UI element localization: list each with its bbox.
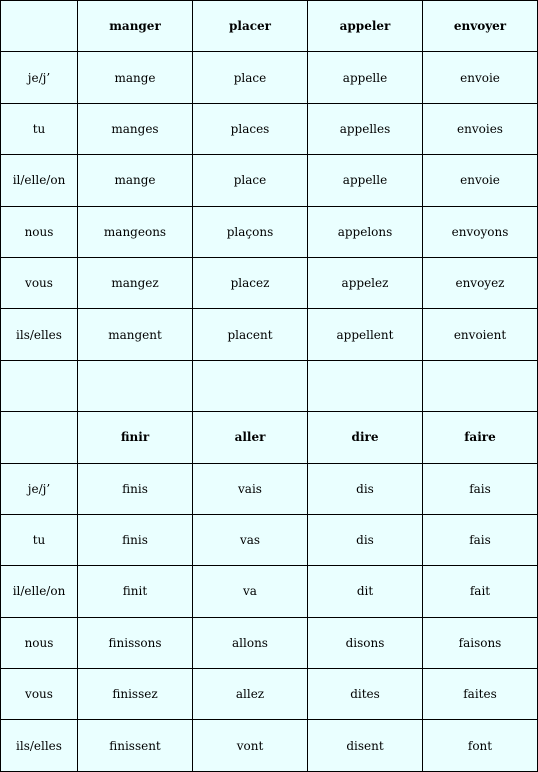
verb-header: manger: [78, 1, 193, 52]
verb-header: dire: [308, 412, 423, 463]
verb-header: appeler: [308, 1, 423, 52]
conjugation-cell: appelez: [308, 258, 423, 309]
verb-header: envoyer: [423, 1, 538, 52]
conjugation-cell: place: [193, 52, 308, 103]
empty-row: [1, 361, 538, 412]
conjugation-cell: envoie: [423, 52, 538, 103]
conjugation-cell: mangez: [78, 258, 193, 309]
pronoun-cell: je/j’: [1, 464, 78, 515]
verb-header-row-2: [1, 412, 538, 463]
conjugation-cell: faisons: [423, 618, 538, 669]
conjugation-cell: vont: [193, 720, 308, 772]
table-row: [1, 155, 538, 206]
conjugation-cell: mangeons: [78, 207, 193, 258]
table-row: [1, 618, 538, 669]
conjugation-cell: mange: [78, 52, 193, 103]
conjugation-cell: faites: [423, 669, 538, 720]
conjugation-cell: appelle: [308, 52, 423, 103]
table-row: [1, 566, 538, 617]
conjugation-cell: appelle: [308, 155, 423, 206]
conjugation-cell: plaçons: [193, 207, 308, 258]
conjugation-cell: appelles: [308, 104, 423, 155]
table-row: [1, 104, 538, 155]
conjugation-cell: fais: [423, 464, 538, 515]
table-row: [1, 52, 538, 103]
conjugation-cell: placent: [193, 309, 308, 360]
empty-cell: [1, 361, 78, 412]
conjugation-cell: dis: [308, 515, 423, 566]
conjugation-cell: fait: [423, 566, 538, 617]
conjugation-cell: disons: [308, 618, 423, 669]
pronoun-cell: je/j’: [1, 52, 78, 103]
empty-cell: [193, 361, 308, 412]
conjugation-cell: finissent: [78, 720, 193, 772]
verb-header: aller: [193, 412, 308, 463]
pronoun-cell: nous: [1, 618, 78, 669]
verb-header: placer: [193, 1, 308, 52]
conjugation-cell: envoyons: [423, 207, 538, 258]
pronoun-cell: tu: [1, 515, 78, 566]
conjugation-cell: font: [423, 720, 538, 772]
pronoun-cell: ils/elles: [1, 720, 78, 772]
conjugation-cell: finissons: [78, 618, 193, 669]
verb-header: finir: [78, 412, 193, 463]
conjugation-cell: envoies: [423, 104, 538, 155]
pronoun-cell: vous: [1, 669, 78, 720]
conjugation-cell: manges: [78, 104, 193, 155]
table-row: [1, 464, 538, 515]
conjugation-cell: dit: [308, 566, 423, 617]
table-row: [1, 669, 538, 720]
empty-cell: [423, 361, 538, 412]
conjugation-cell: envoyez: [423, 258, 538, 309]
conjugation-cell: places: [193, 104, 308, 155]
conjugation-cell: vas: [193, 515, 308, 566]
pronoun-cell: il/elle/on: [1, 155, 78, 206]
conjugation-cell: vais: [193, 464, 308, 515]
verb-header-row-1: [1, 1, 538, 52]
corner-cell: [1, 1, 78, 52]
conjugation-cell: envoient: [423, 309, 538, 360]
conjugation-cell: fais: [423, 515, 538, 566]
pronoun-cell: tu: [1, 104, 78, 155]
conjugation-cell: allons: [193, 618, 308, 669]
conjugation-cell: placez: [193, 258, 308, 309]
table-row: [1, 309, 538, 360]
conjugation-cell: finissez: [78, 669, 193, 720]
corner-cell: [1, 412, 78, 463]
conjugation-cell: appelons: [308, 207, 423, 258]
conjugation-cell: finis: [78, 464, 193, 515]
conjugation-cell: mangent: [78, 309, 193, 360]
conjugation-cell: allez: [193, 669, 308, 720]
table-row: [1, 258, 538, 309]
pronoun-cell: nous: [1, 207, 78, 258]
conjugation-cell: place: [193, 155, 308, 206]
empty-cell: [78, 361, 193, 412]
conjugation-cell: finis: [78, 515, 193, 566]
table-row: [1, 515, 538, 566]
conjugation-cell: dites: [308, 669, 423, 720]
pronoun-cell: ils/elles: [1, 309, 78, 360]
conjugation-cell: disent: [308, 720, 423, 772]
verb-header: faire: [423, 412, 538, 463]
conjugation-cell: finit: [78, 566, 193, 617]
table-row: [1, 207, 538, 258]
conjugation-cell: va: [193, 566, 308, 617]
empty-cell: [308, 361, 423, 412]
pronoun-cell: vous: [1, 258, 78, 309]
conjugation-cell: envoie: [423, 155, 538, 206]
table-row: [1, 720, 538, 772]
conjugation-cell: dis: [308, 464, 423, 515]
pronoun-cell: il/elle/on: [1, 566, 78, 617]
conjugation-cell: mange: [78, 155, 193, 206]
conjugation-cell: appellent: [308, 309, 423, 360]
